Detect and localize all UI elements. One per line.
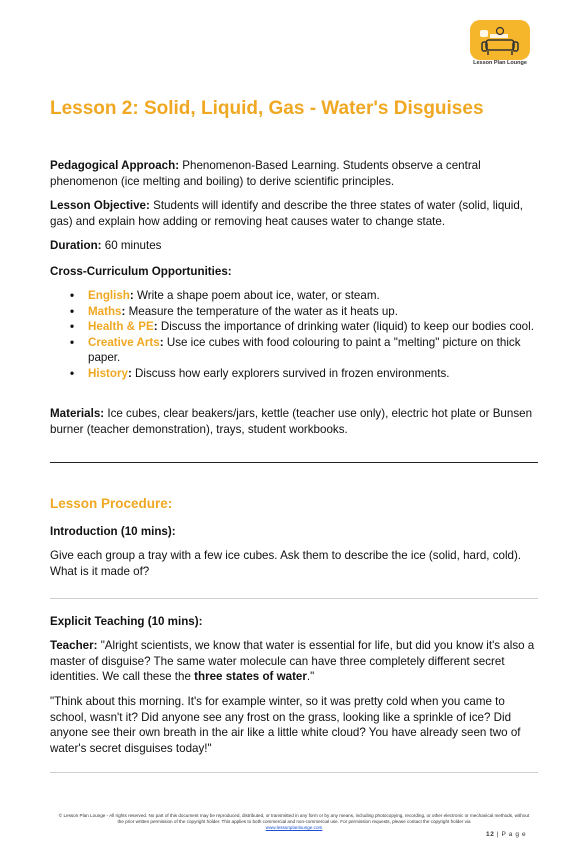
- materials-text: Ice cubes, clear beakers/jars, kettle (teacher use only), electric hot plate or Bunsen burner (teacher demonstration), trays, student workbooks.: [50, 407, 533, 436]
- pedagogical-text: Phenomenon-Based Learning. Students observe a central phenomenon (ice melting and boiling) to derive scientific principles.: [50, 159, 481, 188]
- materials: [50, 406, 538, 437]
- intro-heading-text: Introduction (10 mins):: [50, 525, 176, 538]
- list-item: [70, 319, 538, 335]
- cross-curriculum-label: Cross-Curriculum Opportunities:: [50, 265, 232, 278]
- subject-colon: :: [159, 335, 164, 349]
- pedagogical-label: Pedagogical Approach:: [50, 159, 180, 172]
- subject-health-pe: Health & PE: [88, 320, 154, 333]
- pedagogical-approach: [50, 158, 538, 189]
- subject-english: English: [88, 289, 130, 302]
- subject-text: Write a shape poem about ice, water, or steam.: [133, 289, 380, 302]
- copyright-text: © Lesson Plan Lounge - All rights reserved. No part of this document may be reproduced, distributed, or transmitted in any form or by any means, including photocopying, recording, or other electronic or mechanical methods, without the prior written permission of the copyright holder. This applies to both commercial and non-commercial use. For permission requests, please contact the copyright holder via: [58, 813, 530, 824]
- list-item: [70, 288, 538, 304]
- objective-label: Lesson Objective:: [50, 199, 150, 212]
- list-item: [70, 304, 538, 320]
- subject-history: History: [88, 366, 128, 380]
- subject-colon: :: [127, 366, 132, 380]
- duration-text: 60 minutes: [101, 239, 162, 252]
- subject-colon: :: [153, 320, 158, 333]
- duration: [50, 238, 538, 254]
- cross-curriculum-list: [70, 288, 538, 381]
- brand-name: Lesson Plan Lounge: [473, 60, 527, 66]
- list-item: [70, 335, 538, 366]
- divider: [50, 598, 538, 599]
- intro-heading: [50, 524, 538, 540]
- subject-creative-arts: Creative Arts: [88, 335, 160, 349]
- materials-label: Materials:: [50, 407, 105, 420]
- lesson-title: Lesson 2: Solid, Liquid, Gas - Water's Disguises: [50, 98, 484, 119]
- teacher-text: "Alright scientists, we know that water is essential for life, but did you know it's also a master of disguise? The same water molecule can have three completely different secret identities. We call these the: [50, 639, 535, 683]
- cross-curriculum-heading: [50, 264, 538, 280]
- second-quote: "Think about this morning. It's for example winter, so it was pretty cold when you came to school, wasn't it? Did anyone see any frost on the grass, looking like a sprinkle of ice? Did anyone see their own breath in the air like a little white cloud? You have already seen two of water's secret disguises today!": [50, 695, 521, 755]
- section-divider: [50, 462, 538, 463]
- objective-text: Students will identify and describe the three states of water (solid, liquid, gas) and explain how adding or removing heat causes water to change state.: [50, 199, 524, 228]
- copyright-footer: [56, 813, 532, 831]
- list-item: [70, 366, 538, 382]
- subject-text: Measure the temperature of the water as it heats up.: [125, 304, 398, 318]
- page-number: [486, 831, 526, 838]
- subject-text: Discuss the importance of drinking water (liquid) to keep our bodies cool.: [157, 320, 534, 333]
- subject-text: Discuss how early explorers survived in frozen environments.: [131, 366, 450, 380]
- divider: [50, 772, 538, 773]
- subject-colon: :: [129, 289, 134, 302]
- explicit-heading: [50, 614, 538, 630]
- intro-text: Give each group a tray with a few ice cubes. Ask them to describe the ice (solid, hard, cold). What is it made of?: [50, 549, 522, 578]
- lesson-objective: [50, 198, 538, 229]
- procedure-heading: Lesson Procedure:: [50, 496, 173, 511]
- teacher-quote: [50, 638, 538, 685]
- subject-maths: Maths: [88, 304, 122, 318]
- duration-label: Duration:: [50, 239, 102, 252]
- explicit-heading-text: Explicit Teaching (10 mins):: [50, 615, 203, 628]
- subject-text: Use ice cubes with food colouring to paint a "melting" picture on thick paper.: [88, 335, 521, 364]
- subject-colon: :: [121, 304, 126, 318]
- page-word: | P a g e: [496, 831, 527, 838]
- page-number-value: 12: [486, 831, 495, 838]
- teacher-end: .": [306, 670, 315, 683]
- website-link[interactable]: www.lessonplanlounge.com: [265, 825, 323, 830]
- teacher-label: Teacher:: [50, 639, 98, 652]
- teacher-bold-text: three states of water: [194, 670, 307, 683]
